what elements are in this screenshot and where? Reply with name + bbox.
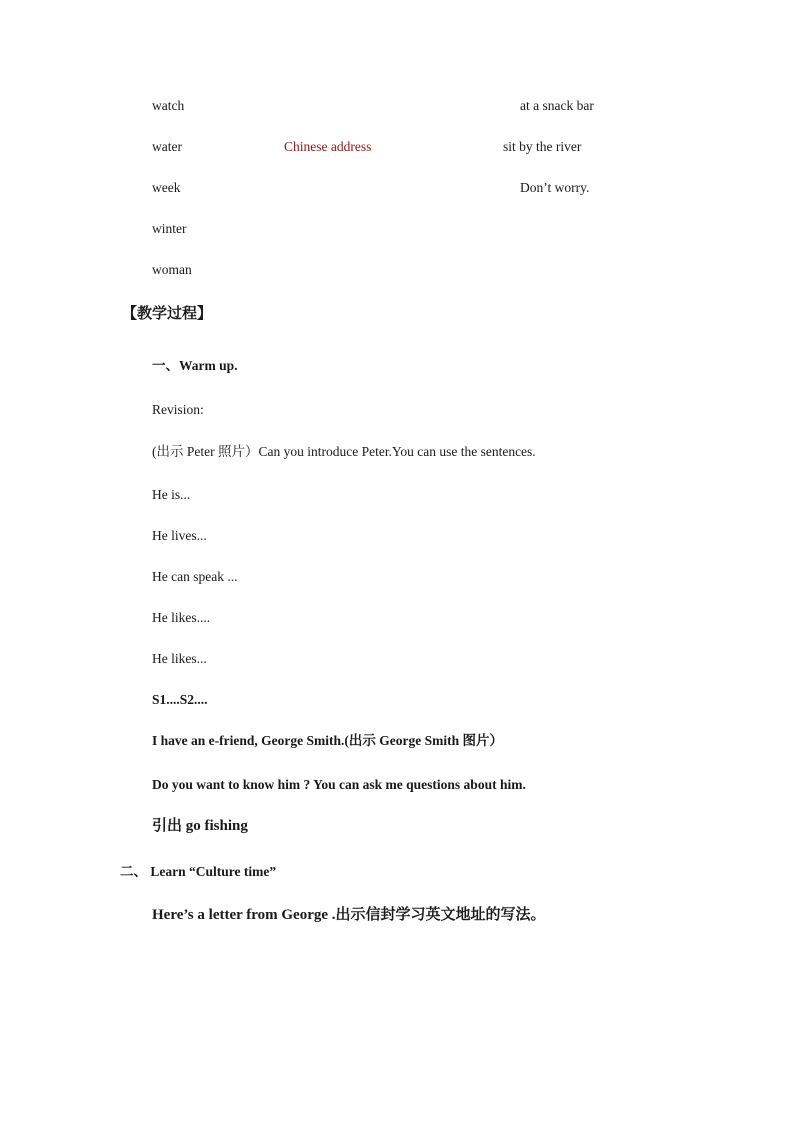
- revision-label: Revision:: [152, 402, 204, 417]
- vocab-word: water: [152, 139, 182, 154]
- phrase-dont-worry: Don’t worry.: [520, 180, 590, 195]
- vocab-word: week: [152, 180, 181, 195]
- sentence-he-likes: He likes...: [152, 651, 207, 666]
- phrase-river: sit by the river: [503, 139, 582, 154]
- vocab-word: watch: [152, 98, 185, 113]
- section-heading: 【教学过程】: [122, 306, 213, 322]
- vocab-word: winter: [152, 221, 187, 236]
- phrase-snack-bar: at a snack bar: [520, 98, 594, 113]
- letter-line: Here’s a letter from George .出示信封学习英文地址的写法。: [152, 907, 546, 923]
- introduce-line: (出示 Peter 照片）Can you introduce Peter.You can use the sentences.: [152, 444, 536, 459]
- e-friend-line: I have an e-friend, George Smith.(出示 George Smith 图片）: [152, 733, 503, 748]
- go-fishing-line: 引出 go fishing: [152, 818, 248, 834]
- sentence-he-likes: He likes....: [152, 610, 211, 625]
- sentence-he-can-speak: He can speak ...: [152, 569, 238, 584]
- do-you-want-line: Do you want to know him ? You can ask me questions about him.: [152, 777, 526, 792]
- vocab-word: woman: [152, 262, 192, 277]
- s1-s2-line: S1....S2....: [152, 692, 208, 707]
- sentence-he-is: He is...: [152, 487, 191, 502]
- step-2-title: 二、 Learn “Culture time”: [120, 864, 277, 879]
- sentence-he-lives: He lives...: [152, 528, 207, 543]
- chinese-address-label: Chinese address: [284, 139, 372, 154]
- step-1-title: 一、Warm up.: [152, 358, 238, 373]
